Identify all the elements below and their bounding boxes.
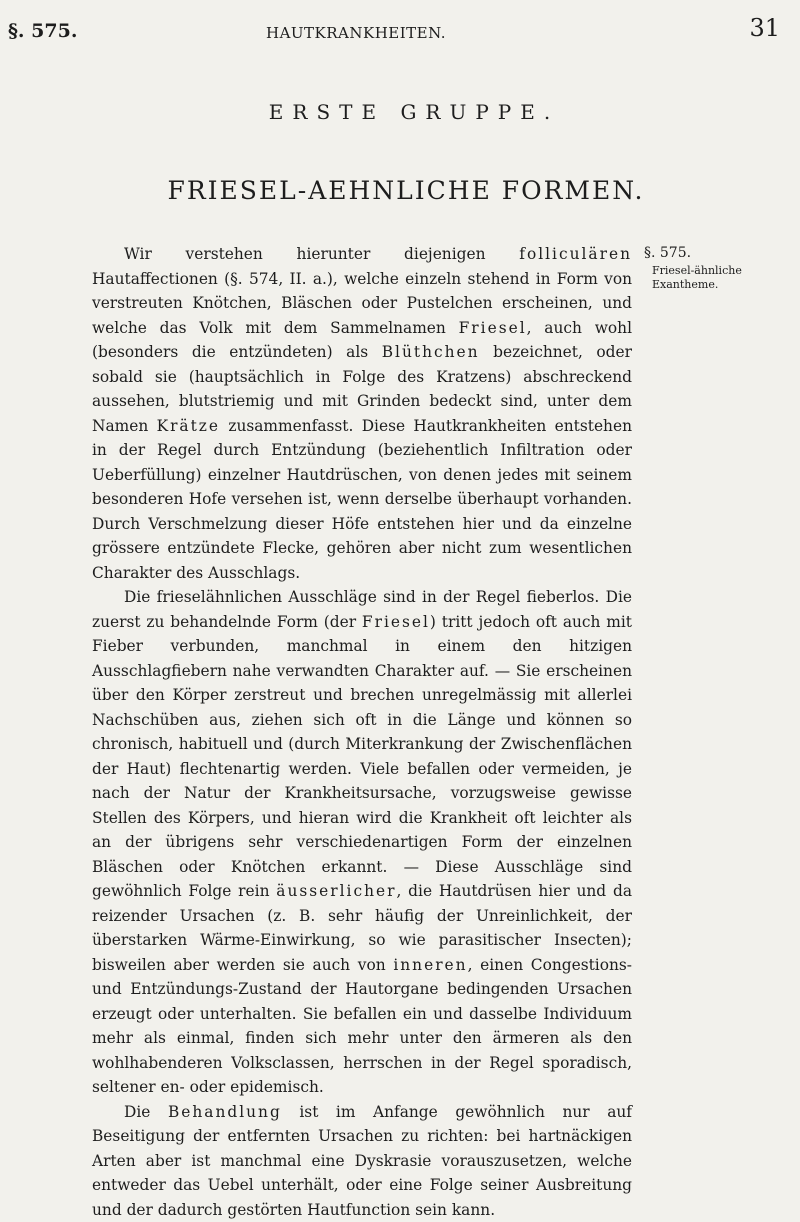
- chapter-heading: FRIESEL-AEHNLICHE FORMEN.: [0, 176, 800, 205]
- header-title: HAUTKRANKHEITEN.: [266, 24, 446, 42]
- spaced-term: Friesel: [459, 319, 527, 337]
- margin-section-ref: §. 575.: [644, 246, 744, 260]
- running-head: [8, 14, 720, 50]
- spaced-term: Friesel: [362, 613, 430, 631]
- spaced-term: folliculären: [519, 245, 632, 263]
- margin-label: Friesel-ähnliche Exantheme.: [644, 264, 744, 292]
- spaced-term: Behandlung: [168, 1103, 282, 1121]
- spaced-term: äusserlicher: [276, 882, 396, 900]
- header-section-number: §. 575.: [8, 20, 77, 42]
- spaced-term: Krätze: [157, 417, 220, 435]
- spaced-term: Blüthchen: [382, 343, 480, 361]
- page-number: 31: [749, 14, 780, 42]
- spaced-term: inneren: [393, 956, 467, 974]
- group-heading: ERSTE GRUPPE.: [0, 100, 800, 124]
- margin-note: [644, 246, 744, 292]
- paragraph-2: Die frieselähnlichen Ausschläge sind in der Regel fieberlos. Die zuerst zu behandelnde Form (der Friesel) tritt jedoch oft auch mit Fieber verbunden, manchmal in einem den hitzigen Ausschlagfiebern nahe verwandten Charakter auf. — Sie erscheinen über den Körper zerstreut und brechen unregelmässig mit allerlei Nachschüben aus, ziehen sich oft in die Länge und können so chronisch, habituell und (durch Miterkrankung der Zwischenflächen der Haut) flechtenartig werden. Viele befallen oder vermeiden, je nach der Natur der Krankheitsursache, vorzugsweise gewisse Stellen des Körpers, und hieran wird die Krankheit oft leichter als an der übrigens sehr verschiedenartigen Form der einzelnen Bläschen oder Knötchen erkannt. — Diese Ausschläge sind gewöhnlich Folge rein äusserlicher, die Hautdrüsen hier und da reizender Ursachen (z. B. sehr häufig der Unreinlichkeit, der überstarken Wärme-Einwirkung, so wie parasitischer Insecten); bisweilen aber werden sie auch von inneren, einen Congestions- und Entzündungs-Zustand der Hautorgane bedingenden Ursachen erzeugt oder unterhalten. Sie befallen ein und dasselbe Individuum mehr als einmal, finden sich mehr unter den ärmeren als den wohlhabenderen Volksclassen, herrschen in der Regel sporadisch, seltener en- oder epidemisch.: [92, 585, 632, 1100]
- paragraph-1: Wir verstehen hierunter diejenigen folliculären Hautaffectionen (§. 574, II. a.), welche einzeln stehend in Form von verstreuten Knötchen, Bläschen oder Pustelchen erscheinen, und welche das Volk mit dem Sammelnamen Friesel, auch wohl (besonders die entzündeten) als Blüthchen bezeichnet, oder sobald sie (hauptsächlich in Folge des Kratzens) abschreckend aussehen, blutstriemig und mit Grinden bedeckt sind, unter dem Namen Krätze zusammenfasst. Diese Hautkrankheiten entstehen in der Regel durch Entzündung (beziehentlich Infiltration oder Ueberfüllung) einzelner Hautdrüschen, von denen jedes mit seinem besonderen Hofe versehen ist, wenn derselbe überhaupt vorhanden. Durch Verschmelzung dieser Höfe entstehen hier und da einzelne grössere entzündete Flecke, gehören aber nicht zum wesentlichen Charakter des Ausschlags.: [92, 242, 632, 585]
- paragraph-3: Die Behandlung ist im Anfange gewöhnlich nur auf Beseitigung der entfernten Ursachen zu richten: bei hartnäckigen Arten aber ist manchmal eine Dyskrasie vorauszusetzen, welche entweder das Uebel unterhält, oder eine Folge seiner Ausbreitung und der dadurch gestörten Hautfunction sein kann.: [92, 1100, 632, 1222]
- body-text: [92, 242, 632, 1222]
